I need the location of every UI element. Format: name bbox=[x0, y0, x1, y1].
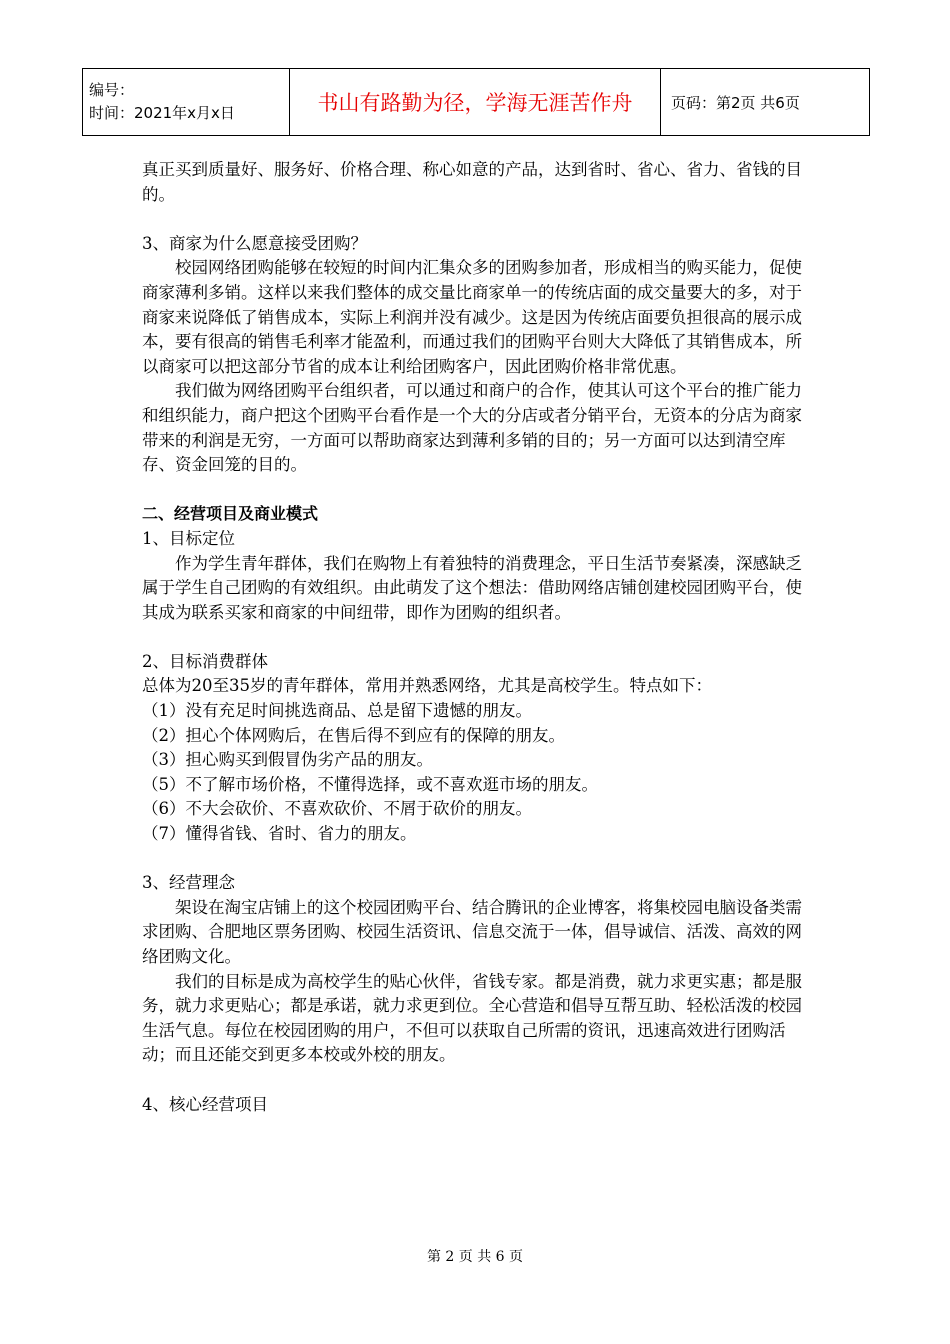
subsection-2-title: 2、目标消费群体 bbox=[142, 651, 268, 671]
date-label: 时间：2021年x月x日 bbox=[89, 104, 235, 122]
page-footer: 第 2 页 共 6 页 bbox=[426, 1249, 524, 1265]
paragraph: 架设在淘宝店铺上的这个校园团购平台、结合腾讯的企业博客，将集校园电脑设备类需求团购、合肥地区票务团购、校园生活资讯、信息交流于一体，倡导诚信、活泼、高效的网络团购文化。 bbox=[142, 897, 802, 966]
paragraph: 真正买到质量好、服务好、价格合理、称心如意的产品，达到省时、省心、省力、省钱的目的。 bbox=[142, 160, 802, 204]
paragraph: 总体为20至35岁的青年群体，常用并熟悉网络，尤其是高校学生。特点如下： bbox=[142, 676, 712, 696]
list-item: （7）懂得省钱、省时、省力的朋友。 bbox=[142, 824, 417, 844]
subsection-3-title: 3、经营理念 bbox=[142, 873, 235, 893]
paragraph: 校园网络团购能够在较短的时间内汇集众多的团购参加者，形成相当的购买能力，促使商家薄利多销。这样以来我们整体的成交量比商家单一的传统店面的成交量要大的多，对于商家来说降低了销售成本，实际上利润并没有减少。这是因为传统店面要负担很高的展示成本，要有很高的销售毛利率才能盈利，而通过我们的团购平台则大大降低了其销售成本，所以商家可以把这部分节省的成本让利给团购客户，因此团购价格非常优惠。 bbox=[142, 258, 802, 376]
list-item: （3）担心购买到假冒伪劣产品的朋友。 bbox=[142, 750, 433, 770]
header-page-info: 页码：第2页 共6页 bbox=[661, 69, 870, 136]
section-2-heading: 二、经营项目及商业模式 bbox=[142, 504, 319, 524]
paragraph: 我们做为网络团购平台组织者，可以通过和商户的合作，使其认可这个平台的推广能力和组织能力，商户把这个团购平台看作是一个大的分店或者分销平台，无资本的分店为商家带来的利润是无穷，一方面可以帮助商家达到薄利多销的目的；另一方面可以达到清空库存、资金回笼的目的。 bbox=[142, 381, 802, 475]
paragraph: 作为学生青年群体，我们在购物上有着独特的消费理念，平日生活节奏紧凑，深感缺乏属于学生自己团购的有效组织。由此萌发了这个想法：借助网络店铺创建校园团购平台，使其成为联系买家和商家的中间纽带，即作为团购的组织者。 bbox=[142, 553, 802, 622]
list-item: （6）不大会砍价、不喜欢砍价、不屑于砍价的朋友。 bbox=[142, 799, 532, 819]
subsection-1-title: 1、目标定位 bbox=[142, 528, 235, 548]
header-motto: 书山有路勤为径，学海无涯苦作舟 bbox=[290, 69, 661, 136]
header-meta-cell bbox=[83, 69, 290, 136]
list-item: （5）不了解市场价格，不懂得选择，或不喜欢逛市场的朋友。 bbox=[142, 774, 598, 794]
number-label: 编号： bbox=[89, 81, 135, 99]
list-item: （2）担心个体网购后，在售后得不到应有的保障的朋友。 bbox=[142, 725, 565, 745]
paragraph: 我们的目标是成为高校学生的贴心伙伴，省钱专家。都是消费，就力求更实惠；都是服务，就力求更贴心；都是承诺，就力求更到位。全心营造和倡导互帮互助、轻松活泼的校园生活气息。每位在校园团购的用户，不但可以获取自己所需的资讯，迅速高效进行团购活动；而且还能交到更多本校或外校的朋友。 bbox=[142, 971, 802, 1065]
list-item: （1）没有充足时间挑选商品、总是留下遗憾的朋友。 bbox=[142, 701, 532, 721]
document-body bbox=[142, 158, 818, 1117]
question-3-title: 3、商家为什么愿意接受团购？ bbox=[142, 233, 367, 253]
subsection-4-title: 4、核心经营项目 bbox=[142, 1094, 268, 1114]
header-table bbox=[82, 68, 870, 136]
